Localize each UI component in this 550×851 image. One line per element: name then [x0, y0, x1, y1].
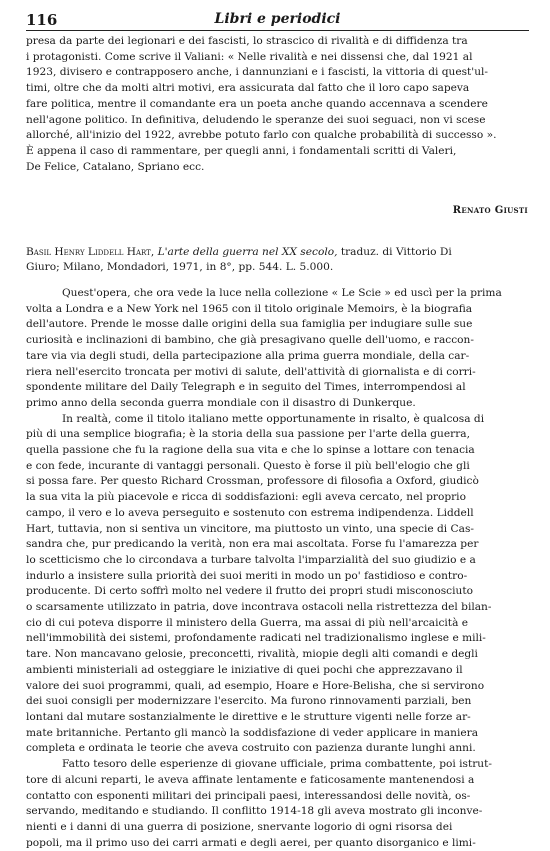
- running-title: Libri e periodici: [214, 11, 341, 27]
- text-line: Hart, tuttavia, non si sentiva un vincitore, ma piuttosto un vinto, una specie di Cas-: [26, 522, 474, 535]
- text-line: più di una semplice biografia; è la storia della sua passione per l'arte della guerra,: [26, 428, 470, 441]
- text-line: 1923, divisero e contrapposero anche, i dannunziani e i fascisti, la vittoria di quest'ul-: [26, 66, 489, 79]
- header-rule: [26, 30, 529, 31]
- text-line: mate britanniche. Pertanto gli mancò la soddisfazione di veder applicare in maniera: [26, 726, 479, 739]
- text-line: dei suoi consigli per modernizzare l'esercito. Ma furono rinnovamenti parziali, ben: [26, 695, 472, 708]
- book-title: L'arte della guerra nel XX secolo,: [157, 246, 338, 258]
- text-line: riera nell'esercito troncata per motivi di salute, dell'attività di giornalista e di corri-: [26, 365, 476, 378]
- text-line: lo scetticismo che lo circondava a turbare talvolta l'imparzialità del suo giudizio e a: [26, 553, 476, 566]
- text-line: producente. Di certo soffrì molto nel vedere il frutto dei propri studi misconosciuto: [26, 585, 473, 598]
- text-line: quella passione che fu la ragione della sua vita e che lo spinse a lottare con tenacia: [26, 444, 475, 457]
- biblio-line: Giuro; Milano, Mondadori, 1971, in 8°, pp. 544. L. 5.000.: [26, 261, 334, 273]
- text-line: presa da parte dei legionari e dei fascisti, lo strascico di rivalità e di diffidenza tra: [26, 35, 468, 47]
- text-line: servando, meditando e studiando. Il conflitto 1914-18 gli aveva mostrato gli inconve-: [26, 805, 483, 818]
- text-line: cio di cui poteva disporre il ministero della Guerra, ma assai di più nell'arcaicità e: [26, 616, 469, 629]
- text-line: o scarsamente utilizzato in patria, dove incontrava ostacoli nella ristrettezza del bilan-: [26, 601, 492, 614]
- text-line: la sua vita la più piacevole e ricca di soddisfazioni: egli aveva cercato, nel proprio: [26, 491, 466, 504]
- book-translator: traduz. di Vittorio Di: [340, 246, 452, 258]
- text-line: tare. Non mancavano gelosie, preconcetti, rivalità, miopie degli alti comandi e degli: [26, 648, 478, 661]
- text-line: nell'agone politico. In definitiva, deludendo le speranze dei suoi seguaci, non vi scese: [26, 113, 486, 126]
- text-line: i protagonisti. Come scrive il Valiani: « Nelle rivalità e nei dissensi che, dal 1921 al: [26, 50, 473, 63]
- text-line: popoli, ma il primo uso dei carri armati e degli aerei, per quanto disorganico e limi-: [26, 836, 476, 849]
- text-line: nienti e i danni di una guerra di posizione, snervante logorio di ogni risorsa dei: [26, 820, 453, 833]
- text-line: lontani dal mutare sostanzialmente le direttive e le strutture vigenti nelle forze ar-: [26, 710, 471, 723]
- text-line: timi, oltre che da molti altri motivi, era assicurata dal fatto che il loro capo sapeva: [26, 82, 470, 95]
- text-line: allorché, all'inizio del 1922, avrebbe potuto farlo con qualche probabilità di successo ».: [26, 129, 497, 142]
- page-header: [26, 9, 529, 31]
- text-line: tore di alcuni reparti, le aveva affinate lentamente e faticosamente mantenendosi a: [26, 773, 475, 786]
- text-line: fare politica, mentre il comandante era un poeta anche quando accennava a scendere: [26, 97, 488, 110]
- text-line: curiosità e inclinazioni di bambino, che già presagivano quelle dell'uomo, e raccon-: [26, 334, 474, 347]
- text-line: indurlo a insistere sulla priorità dei suoi meriti in modo un po' fastidioso e contro-: [26, 569, 468, 582]
- text-line: dell'autore. Prende le mosse dalle origini della sua famiglia per indugiare sulle sue: [26, 318, 473, 331]
- review-body: [26, 286, 530, 851]
- text-line: Quest'opera, che ora vede la luce nella collezione « Le Scie » ed uscì per la prima: [62, 287, 502, 299]
- text-line: valore dei suoi programmi, quali, ad esempio, Hoare e Hore-Belisha, che si servirono: [26, 679, 485, 692]
- text-line: campo, il vero e lo aveva perseguito e sostenuto con estrema indipendenza. Liddell: [26, 506, 474, 519]
- book-author: Basil Henry Liddell Hart,: [26, 246, 155, 258]
- page-number: 116: [26, 11, 58, 29]
- text-line: volta a Londra e a New York nel 1965 con il titolo originale Memoirs, è la biografia: [26, 302, 473, 315]
- text-line: È appena il caso di rammentare, per quegli anni, i fondamentali scritti di Valeri,: [26, 144, 457, 157]
- text-line: In realtà, come il titolo italiano mette opportunamente in risalto, è qualcosa di: [62, 412, 485, 425]
- text-line: contatto con esponenti militari dei principali paesi, interessandosi delle novità, os-: [26, 789, 471, 802]
- text-line: spondente militare del Daily Telegraph e in seguito del Times, interrompendosi al: [26, 381, 466, 394]
- text-line: primo anno della seconda guerra mondiale con il disastro di Dunkerque.: [26, 396, 416, 409]
- text-line: si possa fare. Per questo Richard Crossman, professore di filosofia a Oxford, giudicò: [26, 475, 479, 488]
- text-line: e con fede, incurante di vantaggi personali. Questo è forse il più bell'elogio che gli: [26, 459, 470, 472]
- text-line: completa e ordinata le teorie che aveva costruito con pazienza durante lunghi anni.: [26, 742, 476, 755]
- text-line: tare via via degli studi, della partecipazione alla prima guerra mondiale, della car-: [26, 349, 470, 362]
- text-line: nell'immobilità dei sistemi, profondamente radicati nel tradizionalismo inglese e mili-: [26, 632, 486, 645]
- bibliographic-entry: [26, 245, 530, 275]
- text-line: De Felice, Catalano, Spriano ecc.: [26, 160, 205, 173]
- text-line: ambienti ministeriali ad osteggiare le iniziative di quei pochi che apprezzavano il: [26, 663, 463, 676]
- biblio-line: [26, 245, 530, 260]
- reviewer-signature: Renato Giusti: [452, 205, 528, 216]
- previous-review-ending: [26, 34, 530, 175]
- text-line: sandra che, pur predicando la verità, non era mai ascoltata. Forse fu l'amarezza per: [26, 538, 479, 551]
- text-line: Fatto tesoro delle esperienze di giovane ufficiale, prima combattente, poi istrut-: [62, 758, 492, 771]
